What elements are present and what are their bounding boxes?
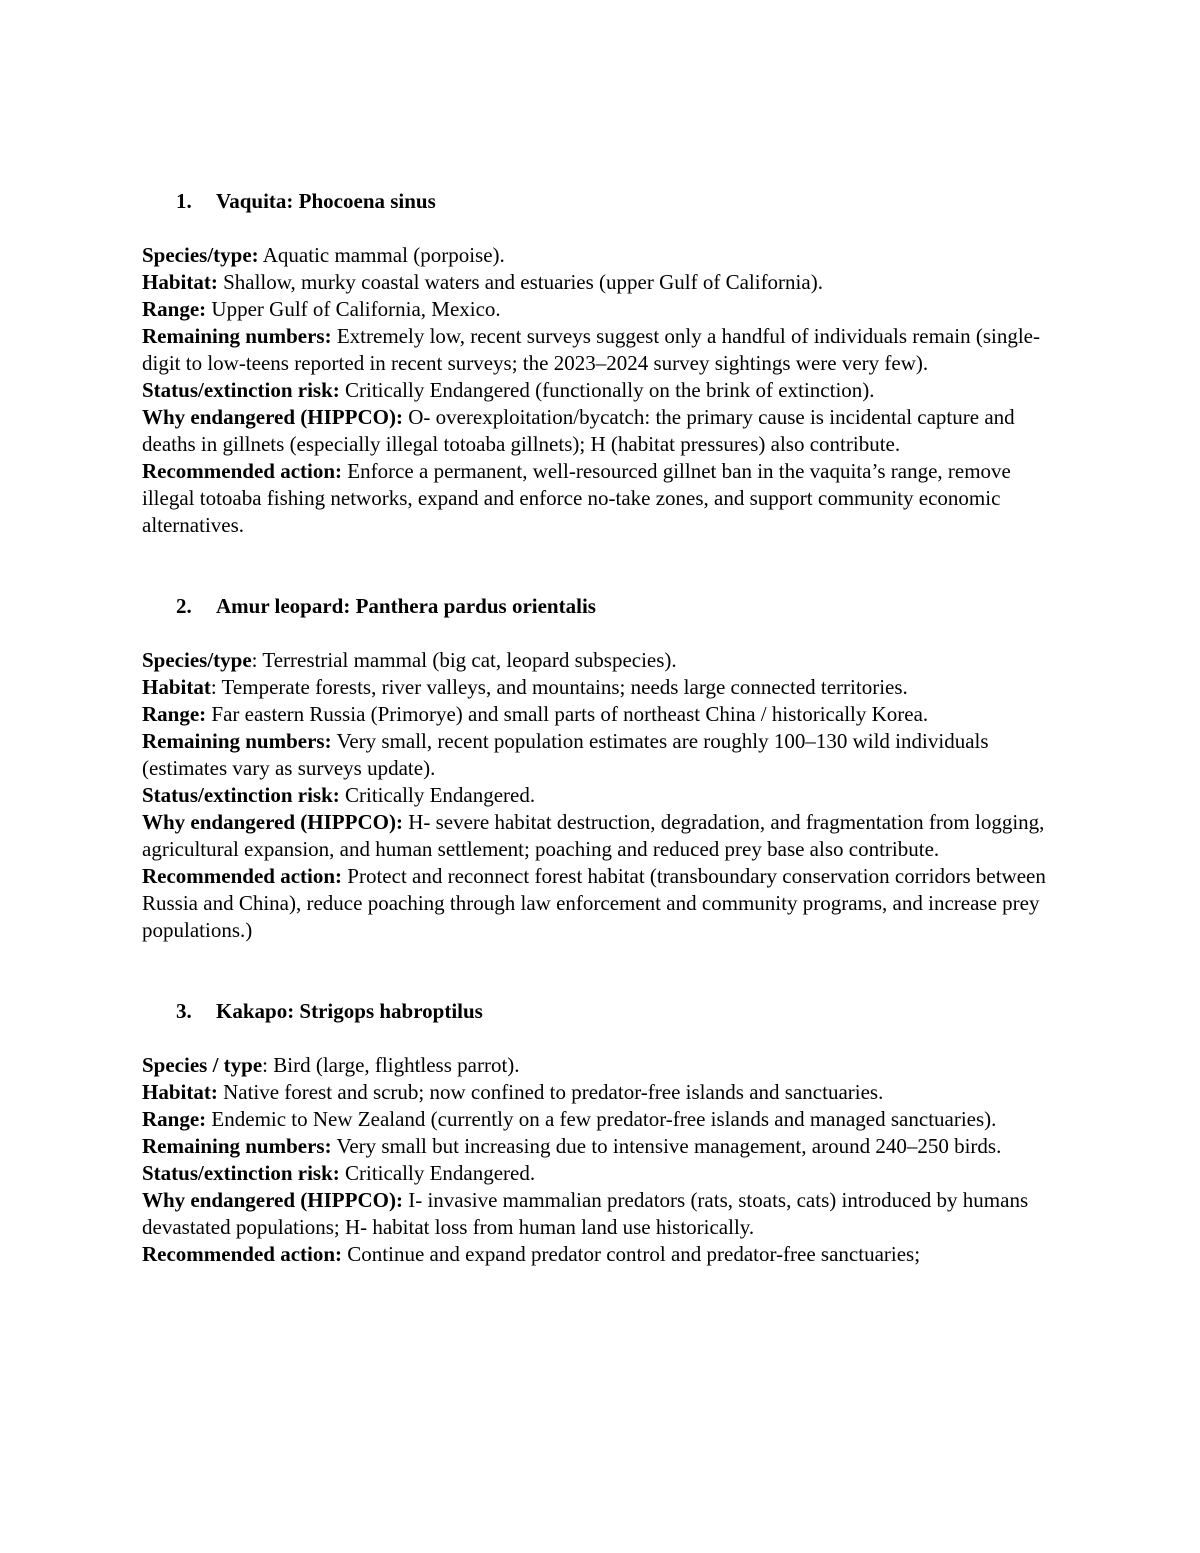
field-label: Recommended action: bbox=[142, 864, 343, 888]
field-label: Species/type: bbox=[142, 243, 259, 267]
field-text: : Temperate forests, river valleys, and mountains; needs large connected territories. bbox=[210, 675, 908, 699]
field-label: Why endangered (HIPPCO): bbox=[142, 405, 403, 429]
field-text: I- invasive mammalian predators (rats, stoats, cats) introduced by humans devastated populations; H- habitat loss from human land use historically. bbox=[142, 1188, 1029, 1239]
field-text: O- overexploitation/bycatch: the primary cause is incidental capture and deaths in gillnets (especially illegal totoaba gillnets); H (habitat pressures) also contribute. bbox=[142, 405, 1015, 456]
field-range bbox=[142, 1106, 1062, 1133]
field-label: Remaining numbers: bbox=[142, 729, 332, 753]
field-species-type bbox=[142, 1052, 1062, 1079]
field-label: Habitat bbox=[142, 675, 211, 699]
field-text: Critically Endangered. bbox=[339, 783, 536, 807]
species-section-kakapo bbox=[142, 998, 1062, 1268]
section-number: 2. bbox=[176, 594, 192, 618]
field-text: Native forest and scrub; now confined to predator-free islands and sanctuaries. bbox=[217, 1080, 884, 1104]
field-text: Endemic to New Zealand (currently on a few predator-free islands and managed sanctuaries). bbox=[206, 1107, 997, 1131]
field-text: : Bird (large, flightless parrot). bbox=[262, 1053, 520, 1077]
section-title: Kakapo: Strigops habroptilus bbox=[216, 999, 483, 1023]
field-label: Recommended action: bbox=[142, 459, 343, 483]
section-heading bbox=[142, 998, 1062, 1025]
species-section-vaquita bbox=[142, 188, 1062, 539]
field-text: Upper Gulf of California, Mexico. bbox=[206, 297, 501, 321]
section-number: 3. bbox=[176, 999, 192, 1023]
field-species-type bbox=[142, 242, 1062, 269]
field-label: Species/type bbox=[142, 648, 252, 672]
field-habitat bbox=[142, 674, 1062, 701]
section-spacer bbox=[142, 944, 1062, 998]
field-label: Range: bbox=[142, 702, 207, 726]
field-species-type bbox=[142, 647, 1062, 674]
field-label: Remaining numbers: bbox=[142, 1134, 332, 1158]
field-status bbox=[142, 782, 1062, 809]
field-recommended-action bbox=[142, 863, 1062, 944]
field-text: Far eastern Russia (Primorye) and small parts of northeast China / historically Korea. bbox=[206, 702, 929, 726]
field-why-endangered bbox=[142, 809, 1062, 863]
field-label: Habitat: bbox=[142, 270, 218, 294]
field-text: : Terrestrial mammal (big cat, leopard subspecies). bbox=[251, 648, 677, 672]
field-habitat bbox=[142, 1079, 1062, 1106]
section-title: Amur leopard: Panthera pardus orientalis bbox=[216, 594, 596, 618]
section-heading bbox=[142, 188, 1062, 215]
field-recommended-action bbox=[142, 458, 1062, 539]
section-spacer bbox=[142, 539, 1062, 593]
field-recommended-action bbox=[142, 1241, 1062, 1268]
field-why-endangered bbox=[142, 404, 1062, 458]
field-label: Range: bbox=[142, 1107, 207, 1131]
section-number: 1. bbox=[176, 189, 192, 213]
field-label: Status/extinction risk: bbox=[142, 1161, 340, 1185]
field-label: Habitat: bbox=[142, 1080, 218, 1104]
field-text: Enforce a permanent, well-resourced gillnet ban in the vaquita’s range, remove illegal totoaba fishing networks, expand and enforce no-take zones, and support community economic alternatives. bbox=[142, 459, 1011, 537]
field-label: Range: bbox=[142, 297, 207, 321]
field-why-endangered bbox=[142, 1187, 1062, 1241]
field-range bbox=[142, 701, 1062, 728]
field-text: Critically Endangered (functionally on the brink of extinction). bbox=[339, 378, 875, 402]
field-label: Why endangered (HIPPCO): bbox=[142, 810, 403, 834]
field-status bbox=[142, 377, 1062, 404]
field-label: Recommended action: bbox=[142, 1242, 343, 1266]
field-label: Why endangered (HIPPCO): bbox=[142, 1188, 403, 1212]
field-status bbox=[142, 1160, 1062, 1187]
document-page bbox=[142, 188, 1062, 1268]
field-remaining-numbers bbox=[142, 1133, 1062, 1160]
field-text: Very small but increasing due to intensive management, around 240–250 birds. bbox=[331, 1134, 1002, 1158]
field-text: Protect and reconnect forest habitat (transboundary conservation corridors between Russia and China), reduce poaching through law enforcement and community programs, and increase prey populations.) bbox=[142, 864, 1046, 942]
field-text: Critically Endangered. bbox=[339, 1161, 536, 1185]
field-remaining-numbers bbox=[142, 323, 1062, 377]
section-title: Vaquita: Phocoena sinus bbox=[216, 189, 436, 213]
field-label: Species / type bbox=[142, 1053, 263, 1077]
field-remaining-numbers bbox=[142, 728, 1062, 782]
field-text: Shallow, murky coastal waters and estuaries (upper Gulf of California). bbox=[217, 270, 823, 294]
field-text: Continue and expand predator control and predator-free sanctuaries; bbox=[342, 1242, 921, 1266]
field-range bbox=[142, 296, 1062, 323]
field-text: Extremely low, recent surveys suggest only a handful of individuals remain (single-digit to low-teens reported in recent surveys; the 2023–2024 survey sightings were very few). bbox=[142, 324, 1040, 375]
field-text: Aquatic mammal (porpoise). bbox=[258, 243, 505, 267]
field-label: Status/extinction risk: bbox=[142, 378, 340, 402]
section-heading bbox=[142, 593, 1062, 620]
field-text: H- severe habitat destruction, degradation, and fragmentation from logging, agricultural expansion, and human settlement; poaching and reduced prey base also contribute. bbox=[142, 810, 1045, 861]
field-text: Very small, recent population estimates are roughly 100–130 wild individuals (estimates vary as surveys update). bbox=[142, 729, 989, 780]
field-habitat bbox=[142, 269, 1062, 296]
species-section-amur-leopard bbox=[142, 593, 1062, 944]
field-label: Status/extinction risk: bbox=[142, 783, 340, 807]
field-label: Remaining numbers: bbox=[142, 324, 332, 348]
